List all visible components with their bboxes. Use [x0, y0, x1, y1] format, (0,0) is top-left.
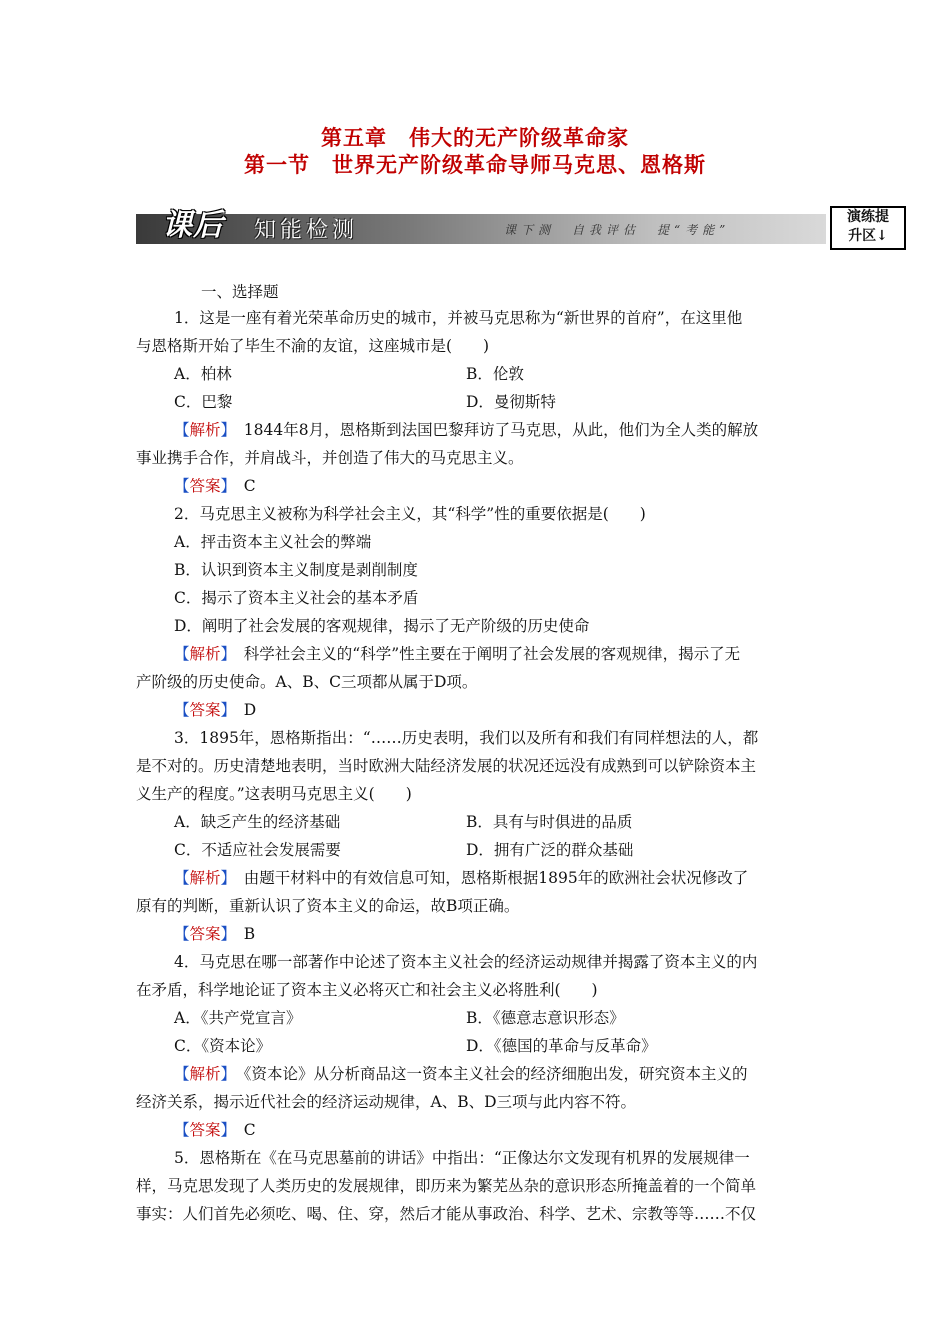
- practice-zone-line1: 演练提: [847, 209, 889, 225]
- q4-analysis: 【解析】 《资本论》从分析商品这一资本主义社会的经济细胞出发，研究资本主义的: [174, 1065, 748, 1083]
- q2-analysis-line: 产阶级的历史使命。A、B、C三项都从属于D项。: [136, 673, 478, 691]
- q1-stem-line: 与恩格斯开始了毕生不渝的友谊，这座城市是( ): [136, 337, 490, 355]
- banner-slogan: 课下测 自我评估 提“考能”: [504, 223, 731, 237]
- q2-answer: 【答案】 D: [174, 701, 257, 719]
- q3-stem-line: 是不对的。历史清楚地表明，当时欧洲大陆经济发展的状况还远没有成熟到可以铲除资本主: [136, 757, 757, 775]
- q3-analysis-line: 原有的判断，重新认识了资本主义的命运，故B项正确。: [136, 897, 520, 915]
- analysis-tag: 【解析】: [174, 1065, 229, 1083]
- chapter-title: 第五章 伟大的无产阶级革命家: [321, 125, 629, 150]
- answer-tag: 【答案】: [174, 925, 229, 943]
- q5-stem-line: 5．恩格斯在《在马克思墓前的讲话》中指出：“正像达尔文发现有机界的发展规律一: [174, 1149, 750, 1167]
- q4-option-c: C．《资本论》: [174, 1037, 272, 1055]
- q5-stem-line: 样，马克思发现了人类历史的发展规律，即历来为繁芜丛杂的意识形态所掩盖着的一个简单: [136, 1177, 757, 1195]
- q1-analysis-line: 事业携手合作，并肩战斗，并创造了伟大的马克思主义。: [136, 449, 524, 467]
- q2-option-d: D．阐明了社会发展的客观规律，揭示了无产阶级的历史使命: [174, 617, 590, 635]
- section-title: 第一节 世界无产阶级革命导师马克思、恩格斯: [244, 152, 706, 177]
- q3-analysis: 【解析】 由题干材料中的有效信息可知，恩格斯根据1895年的欧洲社会状况修改了: [174, 869, 749, 887]
- q2-stem-line: 2．马克思主义被称为科学社会主义，其“科学”性的重要依据是( ): [174, 505, 646, 523]
- q3-option-b: B．具有与时俱进的品质: [466, 813, 633, 831]
- analysis-tag: 【解析】: [174, 869, 229, 887]
- q1-option-a: A．柏林: [174, 365, 232, 383]
- q4-stem-line: 在矛盾，科学地论证了资本主义必将灭亡和社会主义必将胜利( ): [136, 981, 598, 999]
- answer-tag: 【答案】: [174, 1121, 229, 1139]
- analysis-tag: 【解析】: [174, 645, 229, 663]
- section-heading: 一、选择题: [201, 283, 279, 301]
- q3-stem-line: 义生产的程度。”这表明马克思主义( ): [136, 785, 412, 803]
- q2-analysis: 【解析】 科学社会主义的“科学”性主要在于阐明了社会发展的客观规律，揭示了无: [174, 645, 741, 663]
- q4-option-a: A．《共产党宣言》: [174, 1009, 302, 1027]
- q1-analysis: 【解析】 1844年8月，恩格斯到法国巴黎拜访了马克思，从此，他们为全人类的解放: [174, 421, 759, 439]
- answer-tag: 【答案】: [174, 477, 229, 495]
- analysis-tag: 【解析】: [174, 421, 229, 439]
- q1-stem-line: 1．这是一座有着光荣革命历史的城市，并被马克思称为“新世界的首府”，在这里他: [174, 309, 743, 327]
- q4-option-d: D．《德国的革命与反革命》: [466, 1037, 657, 1055]
- q4-answer: 【答案】 C: [174, 1121, 256, 1139]
- banner-big-text: 课后: [162, 208, 224, 243]
- q3-option-a: A．缺乏产生的经济基础: [174, 813, 341, 831]
- q2-option-c: C．揭示了资本主义社会的基本矛盾: [174, 589, 419, 607]
- q3-answer: 【答案】 B: [174, 925, 256, 943]
- q3-option-d: D．拥有广泛的群众基础: [466, 841, 634, 859]
- practice-zone-line2: 升区↓: [848, 228, 888, 244]
- q5-stem-line: 事实：人们首先必须吃、喝、住、穿，然后才能从事政治、科学、艺术、宗教等等……不仅: [136, 1205, 757, 1223]
- q3-option-c: C．不适应社会发展需要: [174, 841, 341, 859]
- q4-stem-line: 4．马克思在哪一部著作中论述了资本主义社会的经济运动规律并揭露了资本主义的内: [174, 953, 758, 971]
- q4-option-b: B．《德意志意识形态》: [466, 1009, 625, 1027]
- answer-tag: 【答案】: [174, 701, 229, 719]
- q3-stem-line: 3．1895年，恩格斯指出：“……历史表明，我们以及所有和我们有同样想法的人，都: [174, 729, 759, 747]
- q1-option-b: B．伦敦: [466, 365, 524, 383]
- banner-sub-text: 知能检测: [254, 218, 359, 243]
- q2-option-a: A．抨击资本主义社会的弊端: [174, 533, 372, 551]
- q2-option-b: B．认识到资本主义制度是剥削制度: [174, 561, 418, 579]
- q1-option-c: C．巴黎: [174, 393, 233, 411]
- q1-option-d: D．曼彻斯特: [466, 393, 556, 411]
- q4-analysis-line: 经济关系，揭示近代社会的经济运动规律，A、B、D三项与此内容不符。: [136, 1093, 637, 1111]
- q1-answer: 【答案】 C: [174, 477, 256, 495]
